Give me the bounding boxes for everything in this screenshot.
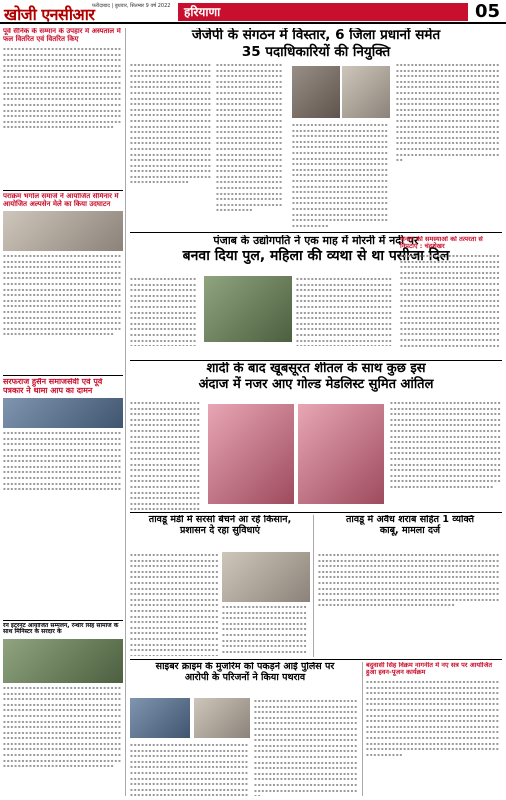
story-body: [3, 430, 123, 490]
issue-date: फरीदाबाद | बुधवार, सितम्बर 9 वर्ष 2022: [92, 3, 171, 9]
story-body: [3, 253, 123, 363]
story-top-left: [3, 28, 123, 188]
weapons-headline-line1: तावडू में अवैध शराब सहित 1 व्यक्ति: [345, 515, 475, 525]
side-headline: जनता की समस्याओं को तत्परता से निपटाएं : चंद्रशेखर: [400, 236, 483, 251]
weapons-headline-line2: काबू, मामला दर्ज: [379, 525, 441, 537]
lead-body-col3: [292, 122, 390, 230]
story-cyber: [130, 662, 360, 696]
cyber-body-2: [130, 742, 250, 796]
story-left-2: [3, 193, 123, 373]
divider: [3, 375, 123, 376]
story-headline: सरफराज हुसैन समाजसेवी एवं पूर्व पत्रकार ने थामा आप का दामन: [3, 378, 103, 395]
bridge-body-col2: [296, 276, 396, 346]
cyber-photo-2: [194, 698, 250, 738]
story-headline: रन इंटरनेट आयोजित सम्मेलन, रन्धीर सिंह सामाज के साथ मिनिस्टर के सरदार के: [3, 623, 119, 636]
newspaper-logo: खोजी एनसीआर: [4, 5, 95, 24]
page-number: 05: [474, 1, 500, 22]
wedding-body-col1: [130, 400, 204, 510]
story-left-3: [3, 378, 123, 508]
bridge-headline-line2: बनवा दिया पुल, महिला की व्यथा से था पसीजा दिल: [182, 247, 450, 264]
lead-photo-2: [342, 66, 390, 118]
story-photo: [3, 398, 123, 428]
mustard-headline-line2: प्रशासन दे रहा सुविधाएं: [179, 525, 261, 537]
masthead: [0, 0, 506, 24]
wedding-photo-2: [298, 404, 384, 504]
cyber-photo-1: [130, 698, 190, 738]
mustard-photo: [222, 552, 310, 602]
lead-headline-line2: 35 पदाधिकारियों की नियुक्ति: [241, 43, 391, 60]
column-divider: [125, 28, 126, 796]
divider: [130, 512, 502, 513]
wedding-headline-line2: अंदाज में नजर आए गोल्ड मेडलिस्ट सुमित आंतिल: [198, 377, 434, 393]
story-weapons: [318, 515, 502, 549]
lead-body-col4: [396, 62, 502, 230]
lead-headline-line1: जेजेपी के संगठन में विस्तार, 6 जिला प्रधानों समेत: [191, 28, 441, 43]
vikram-headline: बदुवासी सिंह विक्रम नागनीत में नए सत्र पर आयोजित हुआ हवन-पूजन कार्यक्रम: [366, 662, 493, 677]
divider: [130, 659, 502, 660]
side-body: [400, 253, 502, 349]
lead-body-col2: [216, 62, 286, 230]
divider: [3, 190, 123, 191]
section-banner: हरियाणा: [178, 3, 468, 21]
story-body: [3, 685, 123, 785]
column-divider: [313, 515, 314, 657]
wedding-body-col2: [390, 400, 502, 510]
divider: [3, 620, 123, 621]
story-headline: पराक्रम भगोल समाजे ने आयोजित सेमिनार में आयोजित अल्पसेन मेले का किया उदघाटन: [3, 193, 119, 208]
story-photo: [3, 639, 123, 683]
story-headline: पूर्व सैनिक के सम्मान के उपहार में अस्पताल में फल वितरित एवं वितरित किए: [3, 28, 121, 43]
column-divider: [362, 662, 363, 796]
vikram-body: [366, 679, 502, 789]
wedding-photo-1: [208, 404, 294, 504]
story-photo: [3, 211, 123, 251]
cyber-headline-line2: आरोपी के परिजनों ने किया पथराव: [184, 672, 306, 684]
story-body: [3, 46, 123, 172]
bridge-headline-line1: पंजाब के उद्योगपति ने एक माह में मोरनी में नदी पर: [213, 235, 419, 247]
divider: [130, 360, 502, 361]
side-right-story: [400, 236, 502, 356]
mustard-body-2: [222, 604, 310, 656]
weapons-body: [318, 552, 502, 656]
divider: [130, 232, 502, 233]
cyber-body: [254, 698, 358, 796]
lead-body-col1: [130, 62, 212, 230]
wedding-headline-line1: शादी के बाद खूबसूरत शीतल के साथ कुछ इस: [206, 362, 426, 376]
mustard-body: [130, 552, 220, 656]
mustard-headline-line1: तावडू मंडी में सरसों बेचने आ रहे किसान,: [148, 515, 292, 525]
story-vikram: [366, 662, 502, 796]
story-mustard: [130, 515, 310, 549]
bridge-body-col1: [130, 276, 200, 346]
bridge-photo: [204, 276, 292, 342]
cyber-headline-line1: साइबर क्राइम के मुजरिम को पकड़ने आई पुलिस पर: [155, 662, 335, 672]
story-left-4: [3, 623, 123, 797]
lead-photo-1: [292, 66, 340, 118]
